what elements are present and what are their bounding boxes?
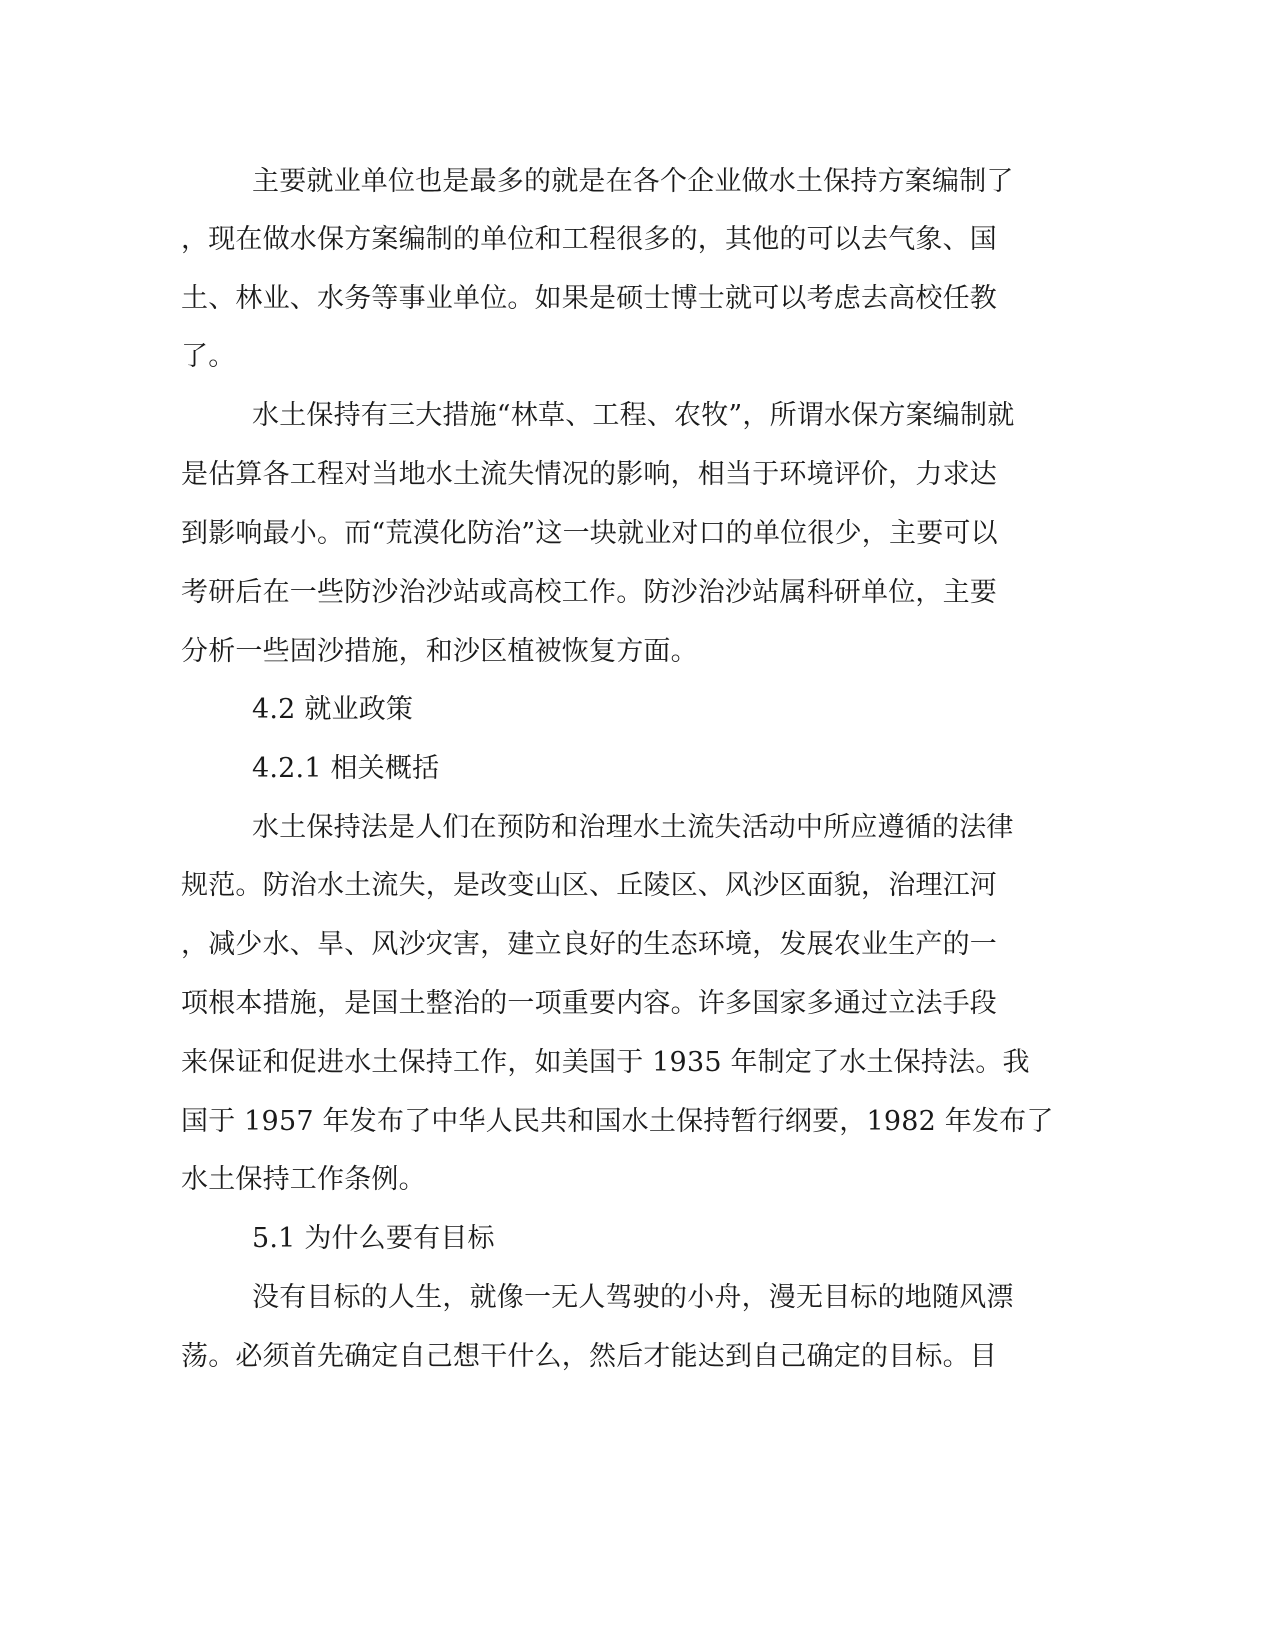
text-line: 到影响最小。而“荒漠化防治”这一块就业对口的单位很少，主要可以 (181, 518, 998, 549)
text-line: 土、林业、水务等事业单位。如果是硕士博士就可以考虑去高校任教 (181, 283, 997, 314)
text-line: 考研后在一些防沙治沙站或高校工作。防沙治沙站属科研单位，主要 (181, 577, 997, 608)
text-line: 水土保持工作条例。 (181, 1164, 426, 1195)
text-line: 项根本措施，是国土整治的一项重要内容。许多国家多通过立法手段 (181, 988, 997, 1019)
text-line: 荡。必须首先确定自己想干什么，然后才能达到自己确定的目标。目 (181, 1341, 997, 1372)
text-line: 分析一些固沙措施，和沙区植被恢复方面。 (181, 636, 698, 667)
text-line: 了。 (181, 341, 236, 372)
text-line: 来保证和促进水土保持工作，如美国于 1935 年制定了水土保持法。我 (181, 1047, 1030, 1078)
section-heading: 5.1 为什么要有目标 (252, 1223, 495, 1254)
section-heading: 4.2 就业政策 (252, 694, 414, 725)
subsection-heading: 4.2.1 相关概括 (252, 753, 440, 784)
text-line: 规范。防治水土流失，是改变山区、丘陵区、风沙区面貌，治理江河 (181, 870, 997, 901)
text-line: 没有目标的人生，就像一无人驾驶的小舟，漫无目标的地随风漂 (252, 1282, 1014, 1313)
text-line: 是估算各工程对当地水土流失情况的影响，相当于环境评价，力求达 (181, 459, 997, 490)
text-line: ，减少水、旱、风沙灾害，建立良好的生态环境，发展农业生产的一 (181, 929, 997, 960)
text-line: ，现在做水保方案编制的单位和工程很多的，其他的可以去气象、国 (181, 224, 997, 255)
text-line: 水土保持有三大措施“林草、工程、农牧”，所谓水保方案编制就 (252, 400, 1015, 431)
text-line: 水土保持法是人们在预防和治理水土流失活动中所应遵循的法律 (252, 812, 1014, 843)
text-line: 国于 1957 年发布了中华人民共和国水土保持暂行纲要，1982 年发布了 (181, 1106, 1054, 1137)
text-line: 主要就业单位也是最多的就是在各个企业做水土保持方案编制了 (252, 166, 1014, 197)
